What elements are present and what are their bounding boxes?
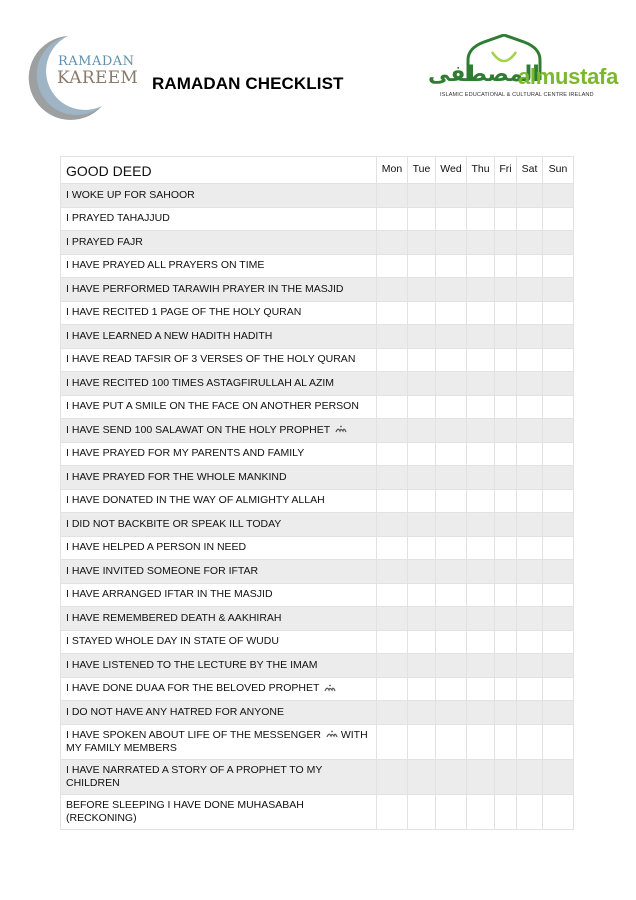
good-deed-cell: [61, 654, 377, 678]
good-deed-cell: [61, 489, 377, 513]
checkbox-cell-sun[interactable]: [543, 395, 574, 419]
checkbox-cell-mon[interactable]: [377, 701, 408, 725]
checkbox-cell-mon[interactable]: [377, 184, 408, 208]
checkbox-cell-sun[interactable]: [543, 607, 574, 631]
checkbox-cell-thu[interactable]: [467, 513, 495, 537]
checkbox-cell-wed[interactable]: [436, 536, 467, 560]
good-deed-cell: [61, 207, 377, 231]
checkbox-cell-wed[interactable]: [436, 513, 467, 537]
checkbox-cell-thu[interactable]: [467, 759, 495, 794]
checkbox-cell-wed[interactable]: [436, 701, 467, 725]
checkbox-cell-thu[interactable]: [467, 207, 495, 231]
checkbox-cell-tue[interactable]: [408, 419, 436, 443]
checkbox-cell-tue[interactable]: [408, 701, 436, 725]
checkbox-cell-tue[interactable]: [408, 466, 436, 490]
table-row: [61, 536, 574, 560]
checkbox-cell-thu[interactable]: [467, 630, 495, 654]
deed-text: I HAVE PRAYED FOR MY PARENTS AND FAMILY: [66, 447, 305, 460]
checkbox-cell-mon[interactable]: [377, 348, 408, 372]
checkbox-cell-wed[interactable]: [436, 724, 467, 759]
checkbox-cell-wed[interactable]: [436, 325, 467, 349]
checkbox-cell-sat[interactable]: [517, 794, 543, 829]
checkbox-cell-sun[interactable]: [543, 278, 574, 302]
checkbox-cell-sun[interactable]: [543, 536, 574, 560]
table-row: [61, 513, 574, 537]
table-row: [61, 395, 574, 419]
checkbox-cell-mon[interactable]: [377, 254, 408, 278]
checkbox-cell-mon[interactable]: [377, 419, 408, 443]
checkbox-cell-sun[interactable]: [543, 207, 574, 231]
checkbox-cell-sun[interactable]: [543, 513, 574, 537]
checkbox-cell-sun[interactable]: [543, 231, 574, 255]
checkbox-cell-fri[interactable]: [495, 442, 517, 466]
checkbox-cell-tue[interactable]: [408, 325, 436, 349]
checkbox-cell-tue[interactable]: [408, 231, 436, 255]
checkbox-cell-fri[interactable]: [495, 489, 517, 513]
checkbox-cell-mon[interactable]: [377, 395, 408, 419]
checkbox-cell-mon[interactable]: [377, 301, 408, 325]
checkbox-cell-sat[interactable]: [517, 442, 543, 466]
checkbox-cell-wed[interactable]: [436, 372, 467, 396]
good-deed-cell: [61, 395, 377, 419]
checkbox-cell-sun[interactable]: [543, 489, 574, 513]
good-deed-cell: [61, 231, 377, 255]
checkbox-cell-wed[interactable]: [436, 560, 467, 584]
checkbox-cell-mon[interactable]: [377, 607, 408, 631]
table-row: [61, 583, 574, 607]
column-header-good-deed: GOOD DEED: [61, 157, 377, 184]
checkbox-cell-wed[interactable]: [436, 794, 467, 829]
checkbox-cell-sat[interactable]: [517, 301, 543, 325]
deed-text: I WOKE UP FOR SAHOOR: [66, 188, 195, 201]
deed-text: I HAVE RECITED 100 TIMES ASTAGFIRULLAH AL AZIM: [66, 376, 335, 389]
table-row: [61, 654, 574, 678]
deed-text: I HAVE LISTENED TO THE LECTURE BY THE IMAM: [66, 658, 318, 671]
deed-text: I HAVE PRAYED FOR THE WHOLE MANKIND: [66, 470, 287, 483]
checkbox-cell-fri[interactable]: [495, 278, 517, 302]
checkbox-cell-thu[interactable]: [467, 419, 495, 443]
checkbox-cell-wed[interactable]: [436, 395, 467, 419]
checkbox-cell-thu[interactable]: [467, 278, 495, 302]
table-row: [61, 184, 574, 208]
table-row: [61, 466, 574, 490]
checkbox-cell-thu[interactable]: [467, 348, 495, 372]
good-deed-cell: [61, 759, 377, 794]
checkbox-cell-mon[interactable]: [377, 759, 408, 794]
column-header-sun: Sun: [543, 157, 574, 184]
checkbox-cell-fri[interactable]: [495, 701, 517, 725]
checkbox-cell-mon[interactable]: [377, 489, 408, 513]
deed-text: I HAVE PUT A SMILE ON THE FACE ON ANOTHER PERSON: [66, 400, 359, 413]
checkbox-cell-sat[interactable]: [517, 630, 543, 654]
checkbox-cell-wed[interactable]: [436, 254, 467, 278]
deed-text: I DID NOT BACKBITE OR SPEAK ILL TODAY: [66, 517, 282, 530]
checkbox-cell-thu[interactable]: [467, 701, 495, 725]
table-row: [61, 278, 574, 302]
checkbox-cell-thu[interactable]: [467, 560, 495, 584]
deed-text: I HAVE DONATED IN THE WAY OF ALMIGHTY ALLAH: [66, 494, 325, 507]
checkbox-cell-sat[interactable]: [517, 536, 543, 560]
checkbox-cell-thu[interactable]: [467, 395, 495, 419]
deed-text: I HAVE LEARNED A NEW HADITH HADITH: [66, 329, 273, 342]
table-row: [61, 794, 574, 829]
checkbox-cell-thu[interactable]: [467, 677, 495, 701]
column-header-wed: Wed: [436, 157, 467, 184]
good-deed-cell: [61, 630, 377, 654]
checkbox-cell-fri[interactable]: [495, 630, 517, 654]
table-row: [61, 759, 574, 794]
checkbox-cell-mon[interactable]: [377, 372, 408, 396]
checkbox-cell-sun[interactable]: [543, 184, 574, 208]
table-row: [61, 301, 574, 325]
good-deed-cell: [61, 583, 377, 607]
deed-text: I HAVE INVITED SOMEONE FOR IFTAR: [66, 564, 259, 577]
checkbox-cell-tue[interactable]: [408, 372, 436, 396]
deed-text: I HAVE REMEMBERED DEATH & AAKHIRAH: [66, 611, 282, 624]
checkbox-cell-tue[interactable]: [408, 301, 436, 325]
good-deed-cell: [61, 278, 377, 302]
checkbox-cell-thu[interactable]: [467, 231, 495, 255]
checkbox-cell-wed[interactable]: [436, 607, 467, 631]
checkbox-cell-fri[interactable]: [495, 654, 517, 678]
deed-text: I HAVE SPOKEN ABOUT LIFE OF THE MESSENGER: [66, 728, 321, 741]
pbuh-calligraphy-icon: [324, 684, 336, 693]
checkbox-cell-tue[interactable]: [408, 254, 436, 278]
deed-text: I DO NOT HAVE ANY HATRED FOR ANYONE: [66, 705, 285, 718]
checkbox-cell-thu[interactable]: [467, 607, 495, 631]
checkbox-cell-wed[interactable]: [436, 301, 467, 325]
checkbox-cell-tue[interactable]: [408, 630, 436, 654]
good-deed-cell: [61, 607, 377, 631]
checkbox-cell-fri[interactable]: [495, 724, 517, 759]
checkbox-cell-wed[interactable]: [436, 583, 467, 607]
checkbox-cell-fri[interactable]: [495, 677, 517, 701]
deed-text: I HAVE PRAYED ALL PRAYERS ON TIME: [66, 259, 265, 272]
checkbox-cell-fri[interactable]: [495, 184, 517, 208]
checkbox-cell-tue[interactable]: [408, 184, 436, 208]
checkbox-cell-tue[interactable]: [408, 395, 436, 419]
checkbox-cell-wed[interactable]: [436, 442, 467, 466]
table-row: [61, 701, 574, 725]
table-row: [61, 254, 574, 278]
checkbox-cell-mon[interactable]: [377, 536, 408, 560]
checkbox-cell-tue[interactable]: [408, 654, 436, 678]
checkbox-cell-sat[interactable]: [517, 254, 543, 278]
checkbox-cell-fri[interactable]: [495, 395, 517, 419]
checkbox-cell-wed[interactable]: [436, 677, 467, 701]
deed-text: I HAVE READ TAFSIR OF 3 VERSES OF THE HOLY QURAN: [66, 353, 356, 366]
checkbox-cell-wed[interactable]: [436, 231, 467, 255]
checkbox-cell-sat[interactable]: [517, 372, 543, 396]
column-header-tue: Tue: [408, 157, 436, 184]
checkbox-cell-sun[interactable]: [543, 348, 574, 372]
checkbox-cell-sat[interactable]: [517, 513, 543, 537]
table-header-row: [61, 157, 574, 184]
checkbox-cell-sat[interactable]: [517, 607, 543, 631]
checkbox-cell-wed[interactable]: [436, 489, 467, 513]
checkbox-cell-sun[interactable]: [543, 301, 574, 325]
checkbox-cell-thu[interactable]: [467, 442, 495, 466]
checkbox-cell-sun[interactable]: [543, 630, 574, 654]
logo-arabic-text: المصطفى: [428, 62, 540, 87]
checkbox-cell-mon[interactable]: [377, 442, 408, 466]
checkbox-cell-tue[interactable]: [408, 677, 436, 701]
table-row: [61, 372, 574, 396]
checkbox-cell-sat[interactable]: [517, 724, 543, 759]
checkbox-cell-tue[interactable]: [408, 207, 436, 231]
checkbox-cell-tue[interactable]: [408, 759, 436, 794]
checkbox-cell-fri[interactable]: [495, 560, 517, 584]
checkbox-cell-thu[interactable]: [467, 254, 495, 278]
checkbox-cell-thu[interactable]: [467, 654, 495, 678]
checkbox-cell-wed[interactable]: [436, 184, 467, 208]
good-deed-cell: [61, 466, 377, 490]
table-row: [61, 489, 574, 513]
checkbox-cell-thu[interactable]: [467, 794, 495, 829]
checkbox-cell-thu[interactable]: [467, 466, 495, 490]
logo-ramadan-text: RAMADAN: [58, 54, 135, 69]
table-row: [61, 207, 574, 231]
checkbox-cell-sun[interactable]: [543, 794, 574, 829]
good-deed-cell: [61, 536, 377, 560]
good-deed-cell: [61, 372, 377, 396]
good-deed-cell: [61, 677, 377, 701]
deed-text: I PRAYED TAHAJJUD: [66, 212, 170, 225]
good-deed-cell: [61, 724, 377, 759]
checkbox-cell-thu[interactable]: [467, 301, 495, 325]
checkbox-cell-wed[interactable]: [436, 348, 467, 372]
good-deed-cell: [61, 254, 377, 278]
deed-text: I HAVE SEND 100 SALAWAT ON THE HOLY PROPHET: [66, 423, 330, 436]
deed-text: BEFORE SLEEPING I HAVE DONE MUHASABAH (RECKONING): [66, 798, 304, 824]
checkbox-cell-mon[interactable]: [377, 466, 408, 490]
checkbox-cell-fri[interactable]: [495, 583, 517, 607]
checkbox-cell-wed[interactable]: [436, 654, 467, 678]
column-header-sat: Sat: [517, 157, 543, 184]
checkbox-cell-fri[interactable]: [495, 231, 517, 255]
checkbox-cell-tue[interactable]: [408, 794, 436, 829]
checkbox-cell-wed[interactable]: [436, 278, 467, 302]
checkbox-cell-thu[interactable]: [467, 724, 495, 759]
checkbox-cell-thu[interactable]: [467, 489, 495, 513]
ramadan-kareem-logo: [28, 34, 142, 120]
checkbox-cell-sat[interactable]: [517, 231, 543, 255]
checkbox-cell-sat[interactable]: [517, 489, 543, 513]
good-deed-cell: [61, 513, 377, 537]
deed-text: I HAVE RECITED 1 PAGE OF THE HOLY QURAN: [66, 306, 302, 319]
checkbox-cell-tue[interactable]: [408, 724, 436, 759]
checkbox-cell-tue[interactable]: [408, 348, 436, 372]
checkbox-cell-mon[interactable]: [377, 513, 408, 537]
table-row: [61, 560, 574, 584]
checkbox-cell-sun[interactable]: [543, 701, 574, 725]
checkbox-cell-mon[interactable]: [377, 583, 408, 607]
deed-text: I HAVE PERFORMED TARAWIH PRAYER IN THE MASJID: [66, 282, 344, 295]
table-row: [61, 325, 574, 349]
checklist-table: [60, 156, 574, 830]
deed-text: I PRAYED FAJR: [66, 235, 143, 248]
checkbox-cell-fri[interactable]: [495, 536, 517, 560]
checkbox-cell-sun[interactable]: [543, 325, 574, 349]
checkbox-cell-mon[interactable]: [377, 654, 408, 678]
checkbox-cell-fri[interactable]: [495, 207, 517, 231]
column-header-thu: Thu: [467, 157, 495, 184]
table-row: [61, 419, 574, 443]
checkbox-cell-sun[interactable]: [543, 372, 574, 396]
checkbox-cell-mon[interactable]: [377, 207, 408, 231]
deed-text: I HAVE DONE DUAA FOR THE BELOVED PROPHET: [66, 682, 320, 695]
deed-text: I HAVE ARRANGED IFTAR IN THE MASJID: [66, 588, 273, 601]
checkbox-cell-sat[interactable]: [517, 419, 543, 443]
good-deed-cell: [61, 701, 377, 725]
checkbox-cell-fri[interactable]: [495, 372, 517, 396]
table-row: [61, 442, 574, 466]
checkbox-cell-sat[interactable]: [517, 348, 543, 372]
checkbox-cell-sun[interactable]: [543, 560, 574, 584]
column-header-fri: Fri: [495, 157, 517, 184]
checkbox-cell-sun[interactable]: [543, 724, 574, 759]
checkbox-cell-sun[interactable]: [543, 442, 574, 466]
table-row: [61, 724, 574, 759]
good-deed-cell: [61, 794, 377, 829]
column-header-mon: Mon: [377, 157, 408, 184]
checkbox-cell-tue[interactable]: [408, 536, 436, 560]
almustafa-logo: [426, 34, 626, 98]
good-deed-cell: [61, 325, 377, 349]
checkbox-cell-sat[interactable]: [517, 677, 543, 701]
checkbox-cell-wed[interactable]: [436, 630, 467, 654]
checkbox-cell-fri[interactable]: [495, 794, 517, 829]
checkbox-cell-thu[interactable]: [467, 372, 495, 396]
checkbox-cell-sat[interactable]: [517, 583, 543, 607]
logo-kareem-text: KAREEM: [57, 68, 139, 88]
checkbox-cell-mon[interactable]: [377, 677, 408, 701]
table-row: [61, 630, 574, 654]
checkbox-cell-fri[interactable]: [495, 301, 517, 325]
checkbox-cell-wed[interactable]: [436, 207, 467, 231]
logo-tagline: ISLAMIC EDUCATIONAL & CULTURAL CENTRE IRELAND: [440, 92, 594, 98]
checkbox-cell-mon[interactable]: [377, 560, 408, 584]
good-deed-cell: [61, 184, 377, 208]
checkbox-cell-wed[interactable]: [436, 466, 467, 490]
checkbox-cell-tue[interactable]: [408, 607, 436, 631]
checkbox-cell-wed[interactable]: [436, 759, 467, 794]
checkbox-cell-tue[interactable]: [408, 278, 436, 302]
checkbox-cell-fri[interactable]: [495, 348, 517, 372]
table-row: [61, 677, 574, 701]
logo-brand-text: almustafa: [518, 64, 619, 89]
checkbox-cell-sun[interactable]: [543, 466, 574, 490]
checkbox-cell-mon[interactable]: [377, 325, 408, 349]
checkbox-cell-sun[interactable]: [543, 677, 574, 701]
table-row: [61, 348, 574, 372]
checkbox-cell-sat[interactable]: [517, 759, 543, 794]
checkbox-cell-fri[interactable]: [495, 607, 517, 631]
checkbox-cell-mon[interactable]: [377, 278, 408, 302]
checkbox-cell-tue[interactable]: [408, 442, 436, 466]
checkbox-cell-tue[interactable]: [408, 583, 436, 607]
checkbox-cell-sat[interactable]: [517, 395, 543, 419]
checkbox-cell-sun[interactable]: [543, 759, 574, 794]
deed-text: I HAVE NARRATED A STORY OF A PROPHET TO MY CHILDREN: [66, 763, 323, 789]
checkbox-cell-sat[interactable]: [517, 207, 543, 231]
pbuh-calligraphy-icon: [335, 425, 347, 434]
table-row: [61, 607, 574, 631]
checkbox-cell-sun[interactable]: [543, 654, 574, 678]
good-deed-cell: [61, 419, 377, 443]
pbuh-calligraphy-icon: [326, 730, 338, 739]
checkbox-cell-sat[interactable]: [517, 701, 543, 725]
checkbox-cell-sun[interactable]: [543, 254, 574, 278]
checkbox-cell-fri[interactable]: [495, 254, 517, 278]
checkbox-cell-mon[interactable]: [377, 231, 408, 255]
page-title: RAMADAN CHECKLIST: [152, 74, 344, 93]
checkbox-cell-fri[interactable]: [495, 759, 517, 794]
checkbox-cell-mon[interactable]: [377, 630, 408, 654]
table-row: [61, 231, 574, 255]
checkbox-cell-sat[interactable]: [517, 654, 543, 678]
checkbox-cell-wed[interactable]: [436, 419, 467, 443]
good-deed-cell: [61, 442, 377, 466]
deed-text-continued: WITH MY FAMILY MEMBERS: [66, 728, 368, 754]
checkbox-cell-sat[interactable]: [517, 278, 543, 302]
checkbox-cell-mon[interactable]: [377, 794, 408, 829]
deed-text: I HAVE HELPED A PERSON IN NEED: [66, 541, 247, 554]
checkbox-cell-fri[interactable]: [495, 419, 517, 443]
checkbox-cell-tue[interactable]: [408, 560, 436, 584]
good-deed-cell: [61, 348, 377, 372]
checkbox-cell-fri[interactable]: [495, 513, 517, 537]
checkbox-cell-tue[interactable]: [408, 489, 436, 513]
checkbox-cell-fri[interactable]: [495, 325, 517, 349]
checkbox-cell-thu[interactable]: [467, 583, 495, 607]
checkbox-cell-thu[interactable]: [467, 184, 495, 208]
checkbox-cell-mon[interactable]: [377, 724, 408, 759]
checkbox-cell-sun[interactable]: [543, 419, 574, 443]
checkbox-cell-sat[interactable]: [517, 560, 543, 584]
checkbox-cell-thu[interactable]: [467, 325, 495, 349]
good-deed-cell: [61, 301, 377, 325]
checkbox-cell-tue[interactable]: [408, 513, 436, 537]
checkbox-cell-thu[interactable]: [467, 536, 495, 560]
checkbox-cell-fri[interactable]: [495, 466, 517, 490]
deed-text: I STAYED WHOLE DAY IN STATE OF WUDU: [66, 635, 279, 648]
checkbox-cell-sat[interactable]: [517, 466, 543, 490]
checkbox-cell-sat[interactable]: [517, 184, 543, 208]
checkbox-cell-sat[interactable]: [517, 325, 543, 349]
checkbox-cell-sun[interactable]: [543, 583, 574, 607]
good-deed-cell: [61, 560, 377, 584]
